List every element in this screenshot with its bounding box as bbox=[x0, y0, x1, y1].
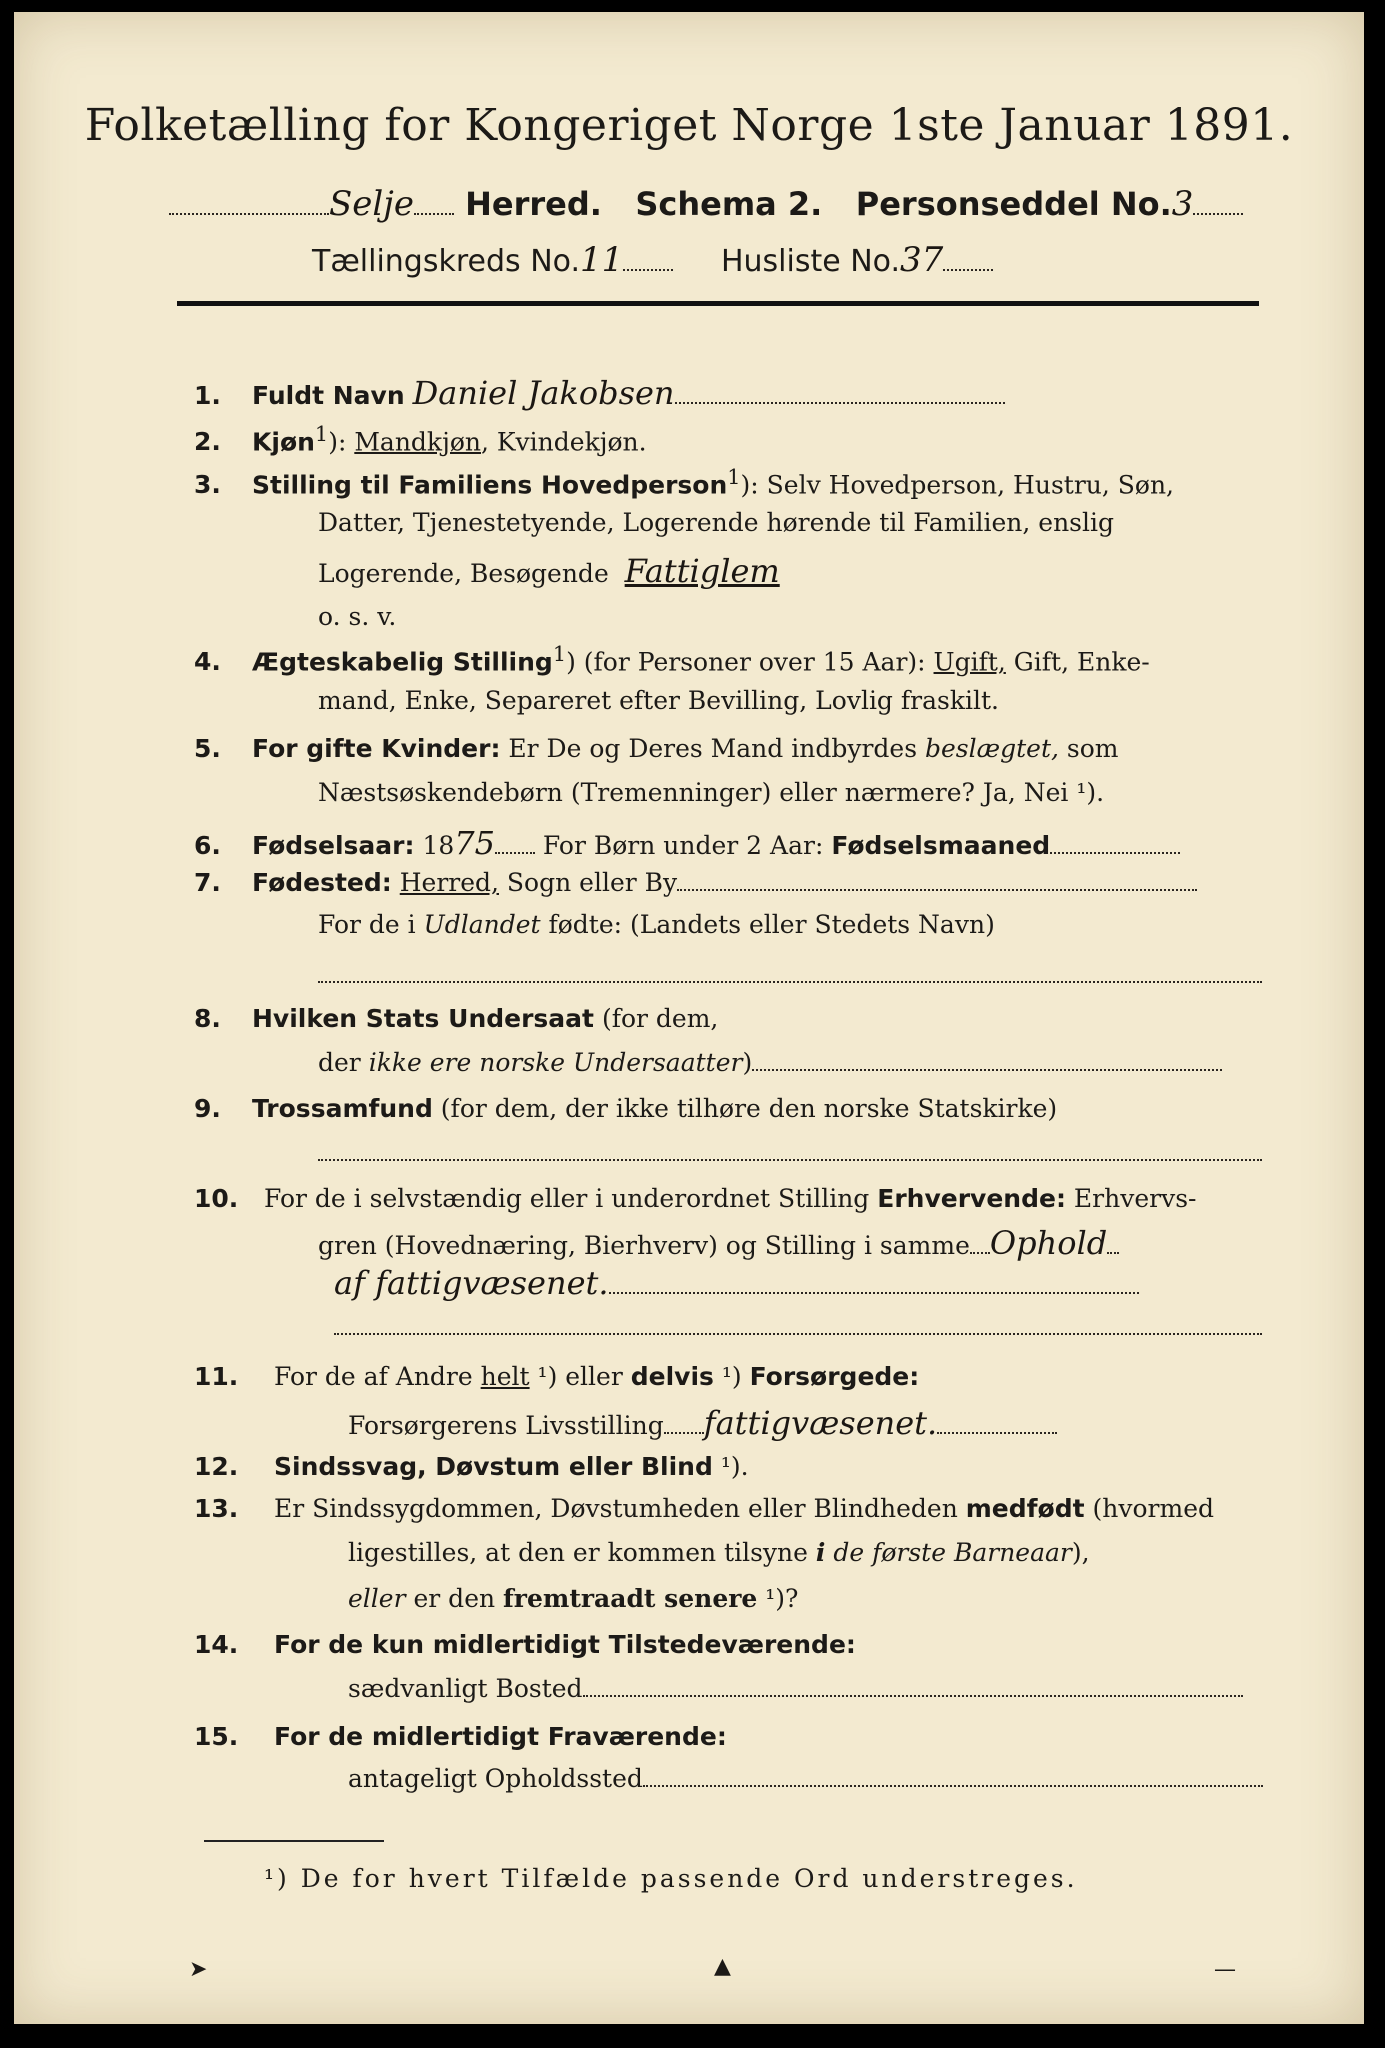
q4-label: Ægteskabelig Stilling bbox=[252, 647, 553, 677]
form-title: Folketælling for Kongeriget Norge 1ste Januar 1891. bbox=[84, 100, 1294, 151]
footnote: ¹) De for hvert Tilfælde passende Ord understreges. bbox=[264, 1864, 1078, 1893]
center-mark-icon: ▲ bbox=[714, 1954, 731, 1979]
q3-line3: Logerende, Besøgende Fattiglem bbox=[318, 552, 780, 590]
q7-option-herred: Herred, bbox=[399, 868, 499, 897]
husliste-value: 37 bbox=[900, 240, 944, 280]
q9-blank-line bbox=[318, 1138, 1262, 1167]
q7-label: Fødested: bbox=[252, 868, 392, 897]
personseddel-value: 3 bbox=[1171, 184, 1194, 224]
question-7: 7. Fødested: Herred, Sogn eller By bbox=[194, 868, 1197, 897]
q1-value: Daniel Jakobsen bbox=[412, 374, 675, 412]
question-10: 10. For de i selvstændig eller i underordnet Stilling Erhvervende: Erhvervs- bbox=[194, 1184, 1197, 1213]
q3-line2: Datter, Tjenestetyende, Logerende hørende til Familien, enslig bbox=[318, 508, 1115, 537]
q14-line2: sædvanligt Bosted bbox=[348, 1674, 1243, 1703]
q2-label: Kjøn bbox=[252, 427, 315, 457]
question-6: 6. Fødselsaar: 1875 For Børn under 2 Aar: Fødselsmaaned bbox=[194, 824, 1180, 862]
q15-line2: antageligt Opholdssted bbox=[348, 1764, 1263, 1793]
question-14: 14. For de kun midlertidigt Tilstedeværende: bbox=[194, 1630, 856, 1659]
q10-line3 bbox=[334, 1264, 1139, 1302]
kreds-label: Tællingskreds No. bbox=[312, 244, 580, 279]
question-4: 4. Ægteskabelig Stilling$^1$) (for Personer over 15 Aar): Ugift, Gift, Enke- bbox=[194, 642, 1150, 677]
q11-option-helt: helt bbox=[480, 1362, 530, 1391]
census-form-page bbox=[14, 12, 1364, 2024]
personseddel-label: Personseddel No. bbox=[855, 185, 1172, 223]
q3-line4: o. s. v. bbox=[318, 602, 397, 631]
q8-line2: der ikke ere norske Undersaatter) bbox=[318, 1048, 1222, 1077]
corner-mark-left-icon: ➤ bbox=[189, 1957, 208, 1982]
question-5: 5. For gifte Kvinder: Er De og Deres Mand indbyrdes beslægtet, som bbox=[194, 734, 1119, 763]
q1-label: Fuldt Navn bbox=[252, 381, 405, 410]
q10-value-2: af fattigvæsenet. bbox=[334, 1264, 609, 1302]
q13-line3: eller er den fremtraadt senere ¹)? bbox=[348, 1584, 799, 1613]
husliste-label: Husliste No. bbox=[720, 244, 901, 279]
q3-label: Stilling til Familiens Hovedperson bbox=[252, 470, 728, 500]
question-13: 13. Er Sindssygdommen, Døvstumheden eller Blindheden medfødt (hvormed bbox=[194, 1494, 1214, 1523]
q5-label: For gifte Kvinder: bbox=[252, 734, 501, 763]
question-8: 8. Hvilken Stats Undersaat (for dem, bbox=[194, 1004, 719, 1033]
q13-line2: ligestilles, at den er kommen tilsyne i de første Barneaar), bbox=[348, 1538, 1090, 1567]
question-12: 12. Sindssvag, Døvstum eller Blind ¹). bbox=[194, 1452, 749, 1481]
q5-line2: Næstsøskendebørn (Tremenninger) eller nærmere? Ja, Nei ¹). bbox=[318, 778, 1105, 807]
footnote-divider bbox=[204, 1840, 384, 1842]
q4-line2: mand, Enke, Separeret efter Bevilling, Lovlig fraskilt. bbox=[318, 686, 999, 715]
q10-line2: gren (Hovednæring, Bierhverv) og Stilling i samme Ophold bbox=[318, 1224, 1119, 1262]
kreds-value: 11 bbox=[580, 240, 624, 280]
header-divider bbox=[177, 301, 1259, 306]
question-3: 3. Stilling til Familiens Hovedperson$^1$): Selv Hovedperson, Hustru, Søn, bbox=[194, 465, 1175, 500]
q3-value: Fattiglem bbox=[624, 552, 780, 590]
q2-option-mandkjon: Mandkjøn bbox=[354, 427, 481, 457]
q7-line2: For de i Udlandet fødte: (Landets eller Stedets Navn) bbox=[318, 910, 995, 939]
q6-value: 75 bbox=[454, 824, 495, 862]
q11-line2: Forsørgerens Livsstilling fattigvæsenet. bbox=[348, 1404, 1057, 1442]
q6-label: Fødselsaar: bbox=[252, 831, 415, 860]
question-2: 2. Kjøn$^1$): Mandkjøn, Kvindekjøn. bbox=[194, 422, 647, 457]
question-1: 1. Fuldt Navn Daniel Jakobsen bbox=[194, 374, 1005, 412]
q7-blank-line bbox=[318, 960, 1262, 989]
header-kreds-line bbox=[312, 240, 993, 280]
question-11: 11. For de af Andre helt ¹) eller delvis ¹) Forsørgede: bbox=[194, 1362, 920, 1391]
header-herred-line bbox=[169, 184, 1243, 224]
question-15: 15. For de midlertidigt Fraværende: bbox=[194, 1722, 727, 1751]
schema-label: Schema 2. bbox=[635, 185, 823, 223]
corner-mark-right-icon: — bbox=[1214, 1957, 1236, 1982]
question-9: 9. Trossamfund (for dem, der ikke tilhøre den norske Statskirke) bbox=[194, 1094, 1058, 1123]
herred-value: Selje bbox=[329, 184, 414, 224]
q11-value: fattigvæsenet. bbox=[703, 1404, 938, 1442]
q10-blank-line bbox=[334, 1312, 1262, 1341]
q4-option-ugift: Ugift, bbox=[933, 647, 1006, 677]
q10-value-1: Ophold bbox=[989, 1224, 1108, 1262]
herred-label: Herred. bbox=[465, 185, 602, 223]
